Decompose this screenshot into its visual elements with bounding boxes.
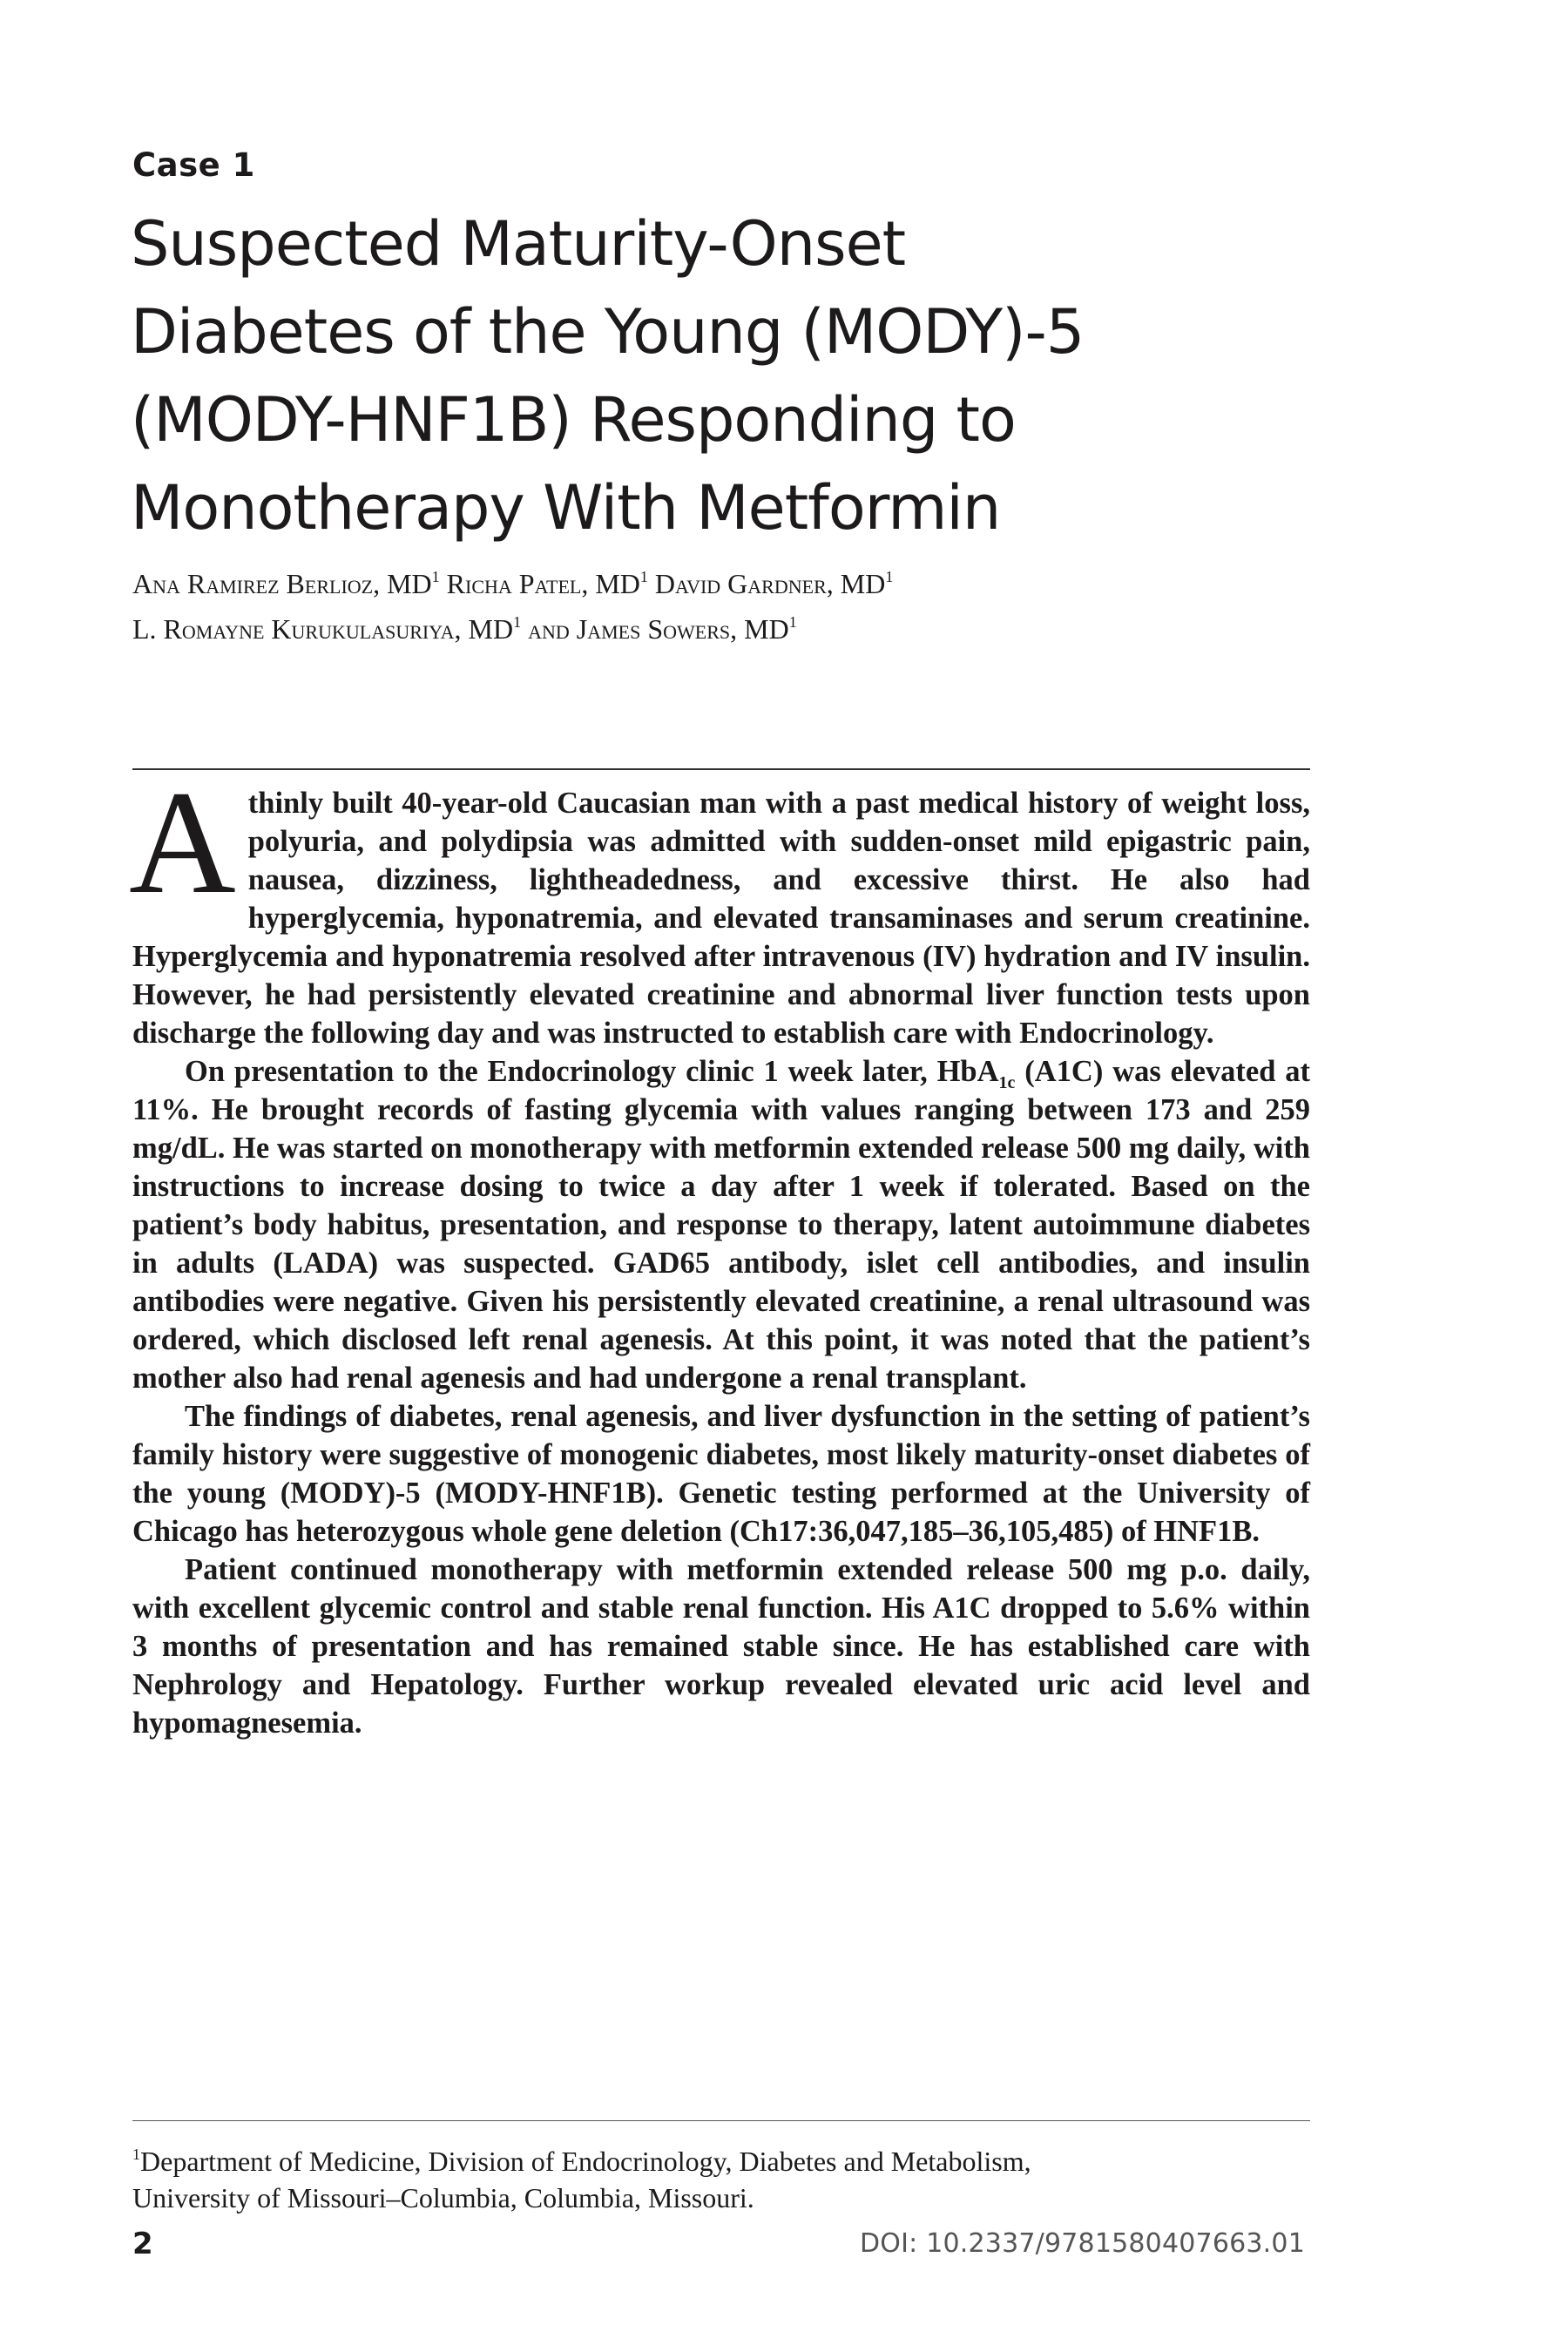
footnote-marker: 1: [132, 2146, 140, 2163]
title-line: Monotherapy With Metformin: [131, 472, 1001, 544]
author-list: [132, 558, 1265, 648]
title-line: Suspected Maturity-Onset: [131, 208, 906, 280]
footnote: [132, 2136, 1310, 2216]
footnote-text: Department of Medicine, Division of Endocrinology, Diabetes and Metabolism,: [140, 2146, 1031, 2177]
paragraph: [129, 760, 1310, 1052]
author-name: L. Romayne Kurukulasuriya, MD: [132, 613, 514, 645]
author-name: Ana Ramirez Berlioz, MD: [132, 568, 432, 599]
paragraph: [132, 1052, 1310, 1397]
author-line: [132, 558, 1265, 603]
author-name: David Gardner, MD: [654, 568, 886, 599]
paragraph: The findings of diabetes, renal agenesis, and liver dysfunction in the setting of patient’s family history were suggestive of monogenic diabetes, most likely maturity-onset diabetes of the young (MODY)-5 (MODY-HNF1B). Genetic testing performed at the University of Chicago has heterozygous whole gene deletion (Ch17:36,047,185–36,105,485) of HNF1B.: [132, 1400, 1310, 1548]
affiliation-marker: 1: [788, 613, 797, 631]
footnote-line: University of Missouri–Columbia, Columbia, Missouri.: [132, 2182, 754, 2213]
case-body: [129, 760, 1310, 1742]
subscript: 1c: [998, 1073, 1016, 1092]
footnote-divider: [132, 2120, 1310, 2121]
title-line: (MODY-HNF1B) Responding to: [131, 384, 1016, 456]
affiliation-marker: 1: [885, 568, 894, 585]
section-divider: [132, 768, 1310, 770]
paragraph: Patient continued monotherapy with metformin extended release 500 mg p.o. daily, with excellent glycemic control and stable renal function. His A1C dropped to 5.6% within 3 months of presentation and has remained stable since. He has established care with Nephrology and Hepatology. Further workup revealed elevated uric acid level and hypomagnesemia.: [132, 1553, 1310, 1740]
case-label: Case 1: [132, 146, 255, 184]
doi-label: DOI: 10.2337/9781580407663.01: [859, 2228, 1305, 2259]
footnote-line: [132, 2136, 1310, 2180]
author-name: Richa Patel, MD: [446, 568, 640, 599]
page-number: 2: [132, 2227, 153, 2261]
affiliation-marker: 1: [513, 613, 522, 631]
paragraph-text: (A1C) was elevated at 11%. He brought records of fasting glycemia with values ranging between 173 and 259 mg/dL. He was started on monotherapy with metformin extended release 500 mg daily, with instructions to increase dosing to twice a day after 1 week if tolerated. Based on the patient’s body habitus, presentation, and response to therapy, latent autoimmune diabetes in adults (LADA) was suspected. GAD65 antibody, islet cell antibodies, and insulin antibodies were negative. Given his persistently elevated creatinine, a renal ultrasound was ordered, which disclosed left renal agenesis. At this point, it was noted that the patient’s mother also had renal agenesis and had undergone a renal transplant.: [132, 1055, 1310, 1395]
author-name: and James Sowers, MD: [528, 613, 789, 645]
paragraph-text: thinly built 40-year-old Caucasian man with a past medical history of weight loss, polyuria, and polydipsia was admitted with sudden-onset mild epigastric pain, nausea, dizziness, lightheadedness, and excessive thirst. He also had hyperglycemia, hyponatremia, and elevated transaminases and serum creatinine. Hyperglycemia and hyponatremia resolved after intravenous (IV) hydration and IV insulin. However, he had persistently elevated creatinine and abnormal liver function tests upon discharge the following day and was instructed to establish care with Endocrinology.: [132, 787, 1310, 1050]
affiliation-marker: 1: [639, 568, 648, 585]
affiliation-marker: 1: [431, 568, 440, 585]
title-line: Diabetes of the Young (MODY)-5: [131, 296, 1085, 368]
paragraph-text: On presentation to the Endocrinology clinic 1 week later, HbA: [185, 1055, 999, 1088]
drop-cap: A: [129, 760, 236, 924]
author-line: [132, 603, 1265, 648]
article-title: [131, 200, 1289, 552]
